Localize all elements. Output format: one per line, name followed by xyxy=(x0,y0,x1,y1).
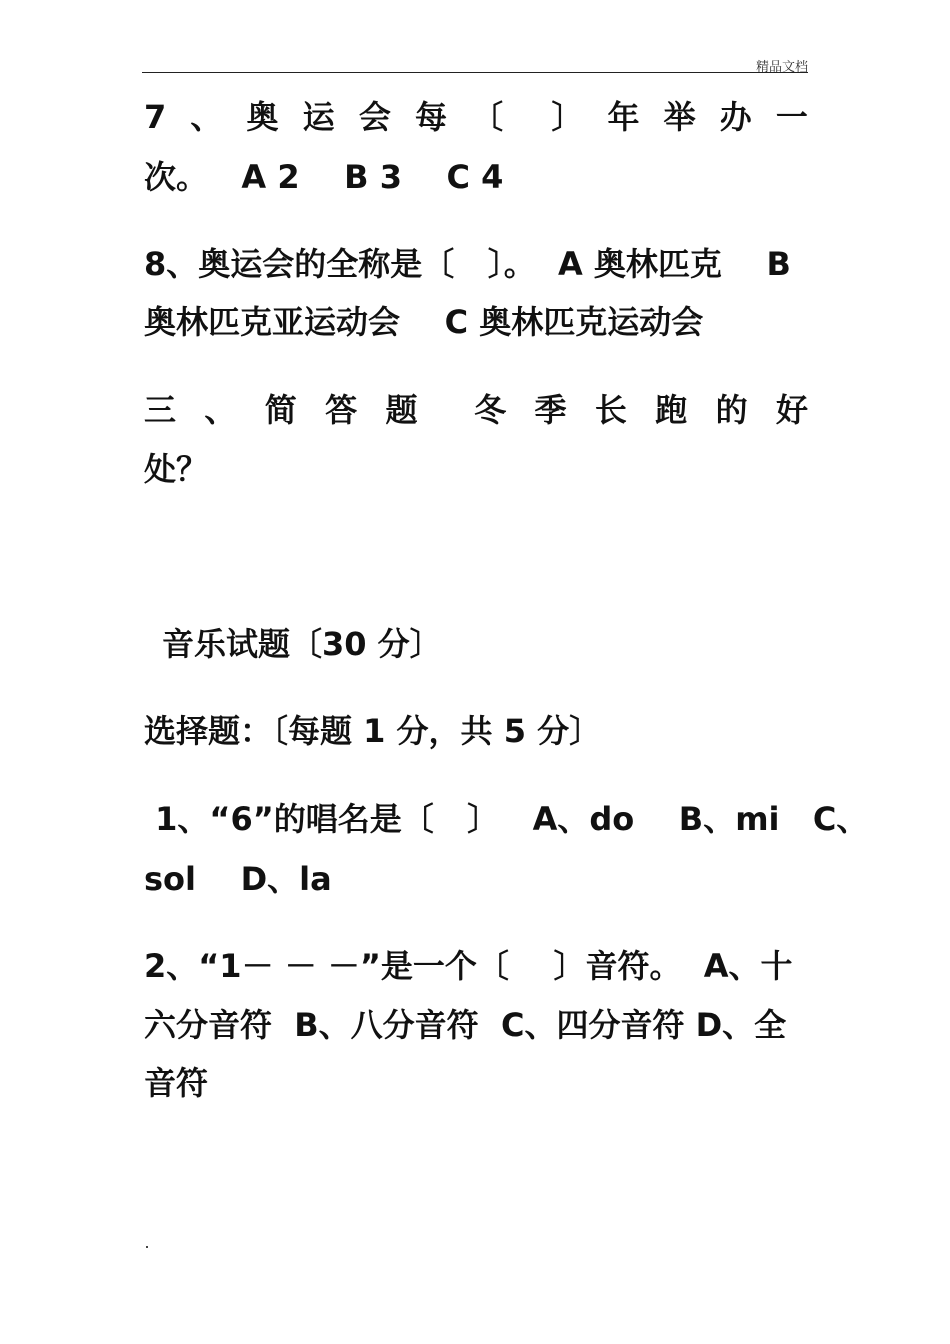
music-q1-line-2: sol D、la xyxy=(144,860,332,898)
q7-number: 7 xyxy=(144,98,167,136)
q8-line-1: 8、奥运会的全称是〔 〕。 A 奥林匹克 B xyxy=(144,245,791,283)
q7-char: 举 xyxy=(663,98,696,136)
short-answer-char: 、 xyxy=(204,391,237,429)
short-answer-char: 简 xyxy=(264,391,297,429)
short-answer-char: 跑 xyxy=(655,391,688,429)
q8-line-2: 奥林匹克亚运动会 C 奥林匹克运动会 xyxy=(144,303,704,341)
music-section-title: 音乐试题〔30 分〕 xyxy=(162,625,442,663)
short-answer-line-2: 处？ xyxy=(144,450,209,488)
q7-char: 年 xyxy=(607,98,640,136)
music-q1-line-1: 1、“6”的唱名是〔 〕 A、do B、mi C、 xyxy=(144,800,869,838)
music-q2-line-2: 六分音符 B、八分音符 C、四分音符 D、全 xyxy=(144,1006,787,1044)
q7-char: 办 xyxy=(719,98,752,136)
header-divider xyxy=(142,72,808,73)
q7-char: 每 xyxy=(414,98,447,136)
q7-char: 、 xyxy=(190,98,223,136)
short-answer-char: 长 xyxy=(594,391,627,429)
q7-char: 运 xyxy=(302,98,335,136)
q7-bracket-open: 〔 xyxy=(471,98,504,136)
short-answer-char: 好 xyxy=(775,391,808,429)
short-answer-char: 三 xyxy=(144,391,177,429)
q7-line-1 xyxy=(144,97,808,137)
short-answer-char: 题 xyxy=(385,391,418,429)
q7-char: 奥 xyxy=(246,98,279,136)
q7-bracket-close: 〕 xyxy=(551,98,584,136)
short-answer-line-1 xyxy=(144,390,808,430)
q7-line-2: 次。 A 2 B 3 C 4 xyxy=(144,158,504,196)
footer-mark xyxy=(146,1246,148,1248)
music-q2-line-3: 音符 xyxy=(144,1064,209,1102)
q7-char: 一 xyxy=(775,98,808,136)
short-answer-char: 季 xyxy=(534,391,567,429)
music-q2-line-1: 2、“1－ － －”是一个〔 〕音符。 A、十 xyxy=(144,947,793,985)
page-header-label: 精品文档 xyxy=(755,60,808,75)
q7-char: 会 xyxy=(358,98,391,136)
music-choice-heading: 选择题：〔每题 1 分，共 5 分〕 xyxy=(144,712,602,750)
short-answer-char: 的 xyxy=(715,391,748,429)
short-answer-char: 冬 xyxy=(474,391,507,429)
short-answer-char: 答 xyxy=(325,391,358,429)
